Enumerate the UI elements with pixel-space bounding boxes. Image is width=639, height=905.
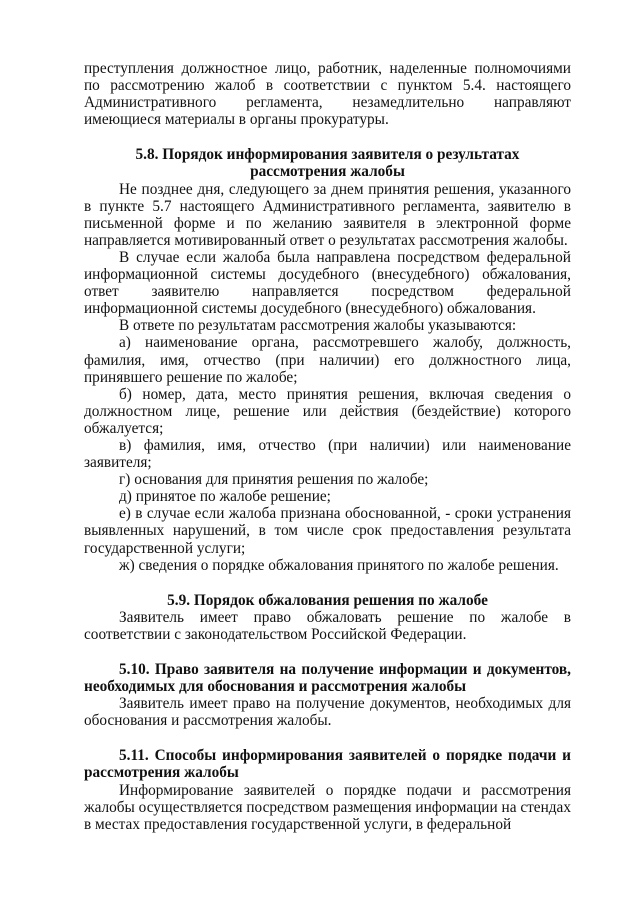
list-item-g: г) основания для принятия решения по жалобе;: [119, 471, 429, 489]
section-5-11-paragraph: Информирование заявителей о порядке подачи и рассмотрения жалобы осуществляется посредством размещения информации на стендах в местах предоставления государственной услуги, в федеральной: [84, 781, 571, 833]
section-5-10-paragraph: Заявитель имеет право на получение документов, необходимых для обоснования и рассмотрения жалобы.: [84, 695, 571, 730]
section-5-8-paragraph-1: Не позднее дня, следующего за днем принятия решения, указанного в пункте 5.7 настоящего Административного регламента, заявителю в письменной форме и по желанию заявителя в электронной форме направляется мотивированный ответ о результатах рассмотрения жалобы.: [84, 180, 571, 249]
intro-paragraph: преступления должностное лицо, работник, наделенные полномочиями по рассмотрению жалоб в соответствии с пунктом 5.4. настоящего Административного регламента, незамедлительно направляют имеющиеся материалы в органы прокуратуры.: [84, 60, 571, 129]
list-item-a: а) наименование органа, рассмотревшего жалобу, должность, фамилия, имя, отчество (при наличии) его должностного лица, принявшего решение по жалобе;: [84, 334, 571, 386]
section-5-8-heading-line2: рассмотрения жалобы: [250, 163, 405, 181]
spacer: [84, 128, 571, 146]
list-item-e: е) в случае если жалоба признана обоснованной, - сроки устранения выявленных нарушений, в том числе срок предоставления результата государственной услуги;: [84, 505, 571, 557]
list-item-b: б) номер, дата, место принятия решения, включая сведения о должностном лице, решение или действия (бездействие) которого обжалуется;: [84, 385, 571, 437]
section-5-9-heading: 5.9. Порядок обжалования решения по жалобе: [167, 591, 488, 609]
section-5-9-paragraph: Заявитель имеет право обжаловать решение по жалобе в соответствии с законодательством Российской Федерации.: [84, 608, 571, 643]
section-5-8-heading: [84, 146, 571, 180]
list-item-d: д) принятое по жалобе решение;: [119, 488, 331, 506]
spacer: [84, 574, 571, 592]
spacer: [84, 643, 571, 661]
list-item-v: в) фамилия, имя, отчество (при наличии) или наименование заявителя;: [84, 436, 571, 472]
section-5-8-paragraph-3: В ответе по результатам рассмотрения жалобы указываются:: [119, 317, 517, 335]
section-5-8-heading-line1: 5.8. Порядок информирования заявителя о результатах: [135, 146, 520, 164]
spacer: [84, 729, 571, 747]
section-5-11-heading: 5.11. Способы информирования заявителей о порядке подачи и рассмотрения жалобы: [84, 747, 571, 782]
list-item-zh: ж) сведения о порядке обжалования принятого по жалобе решения.: [119, 556, 559, 574]
section-5-8-paragraph-2: В случае если жалоба была направлена посредством федеральной информационной системы досудебного (внесудебного) обжалования, ответ заявителю направляется посредством федеральной информационной системы досудебного (внесудебного) обжалования.: [84, 248, 571, 318]
section-5-10-heading: 5.10. Право заявителя на получение информации и документов, необходимых для обоснования и рассмотрения жалобы: [84, 661, 571, 696]
